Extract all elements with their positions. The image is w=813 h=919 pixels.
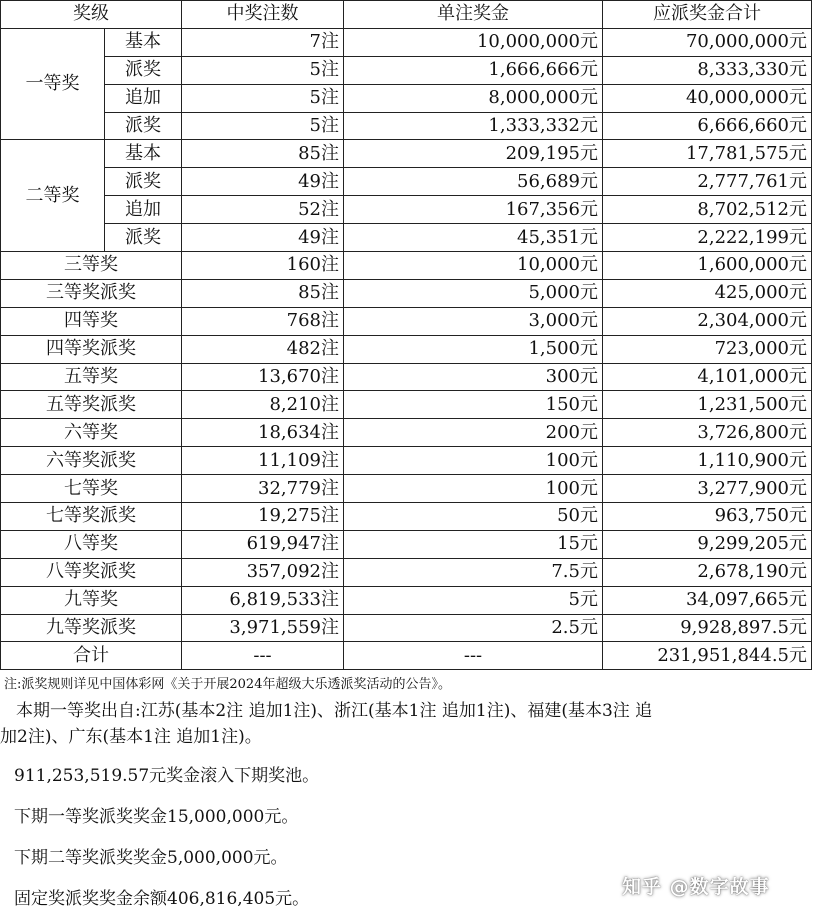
count-cell: 49注 [182, 168, 344, 196]
level-cell: 七等奖 [1, 475, 182, 503]
amount-cell: 5,000元 [344, 279, 603, 307]
table-row [1, 363, 812, 391]
table-row [1, 419, 812, 447]
level-cell: 六等奖派奖 [1, 447, 182, 475]
sub-level: 派奖 [105, 112, 182, 140]
paragraph-line [0, 698, 813, 724]
total-cell: 9,928,897.5元 [603, 614, 812, 642]
count-cell: 5注 [182, 56, 344, 84]
header-level: 奖级 [1, 1, 182, 29]
table-header-row [1, 1, 812, 29]
count-cell: 482注 [182, 335, 344, 363]
total-row [1, 642, 812, 670]
header-amount: 单注奖金 [344, 1, 603, 29]
total-cell: 34,097,665元 [603, 586, 812, 614]
next-first-prize-paragraph: 下期一等奖派奖奖金15,000,000元。 [14, 807, 299, 827]
footnote: 注:派奖规则详见中国体彩网《关于开展2024年超级大乐透派奖活动的公告》。 [4, 677, 451, 692]
count-cell: 5注 [182, 112, 344, 140]
count-cell: 19,275注 [182, 503, 344, 531]
total-cell: 2,678,190元 [603, 558, 812, 586]
total-cell: 3,726,800元 [603, 419, 812, 447]
count-cell: 32,779注 [182, 475, 344, 503]
table-row [1, 168, 812, 196]
total-cell: 1,231,500元 [603, 391, 812, 419]
amount-cell: 2.5元 [344, 614, 603, 642]
fixed-prize-balance-paragraph: 固定奖派奖奖金余额406,816,405元。 [14, 889, 310, 909]
total-cell: 4,101,000元 [603, 363, 812, 391]
amount-cell: 209,195元 [344, 140, 603, 168]
level-cell: 五等奖 [1, 363, 182, 391]
amount-cell: 300元 [344, 363, 603, 391]
amount-cell: 3,000元 [344, 307, 603, 335]
total-cell: 6,666,660元 [603, 112, 812, 140]
total-cell: 8,702,512元 [603, 196, 812, 224]
count-cell: 5注 [182, 84, 344, 112]
count-cell: 13,670注 [182, 363, 344, 391]
header-total: 应派奖金合计 [603, 1, 812, 29]
table-row [1, 196, 812, 224]
table-row [1, 252, 812, 280]
count-cell: 160注 [182, 252, 344, 280]
level-cell: 四等奖派奖 [1, 335, 182, 363]
amount-cell: 45,351元 [344, 224, 603, 252]
count-cell: 6,819,533注 [182, 586, 344, 614]
count-cell: 7注 [182, 28, 344, 56]
amount-cell: 1,333,332元 [344, 112, 603, 140]
table-row [1, 586, 812, 614]
table-row [1, 224, 812, 252]
count-cell: 18,634注 [182, 419, 344, 447]
table-row [1, 447, 812, 475]
total-cell: 1,600,000元 [603, 252, 812, 280]
table-row [1, 28, 812, 56]
table-row [1, 140, 812, 168]
rollover-paragraph: 911,253,519.57元奖金滚入下期奖池。 [14, 766, 320, 786]
paragraph-line [0, 724, 813, 750]
total-cell: 3,277,900元 [603, 475, 812, 503]
level-cell: 三等奖派奖 [1, 279, 182, 307]
amount-cell: 10,000,000元 [344, 28, 603, 56]
amount-cell: 100元 [344, 447, 603, 475]
table-row [1, 503, 812, 531]
total-cell: 40,000,000元 [603, 84, 812, 112]
count-cell: 8,210注 [182, 391, 344, 419]
total-cell: 17,781,575元 [603, 140, 812, 168]
amount-cell: 5元 [344, 586, 603, 614]
count-cell: --- [182, 642, 344, 670]
level-cell: 八等奖 [1, 530, 182, 558]
table-row [1, 56, 812, 84]
total-label: 合计 [1, 642, 182, 670]
sub-level: 派奖 [105, 56, 182, 84]
amount-cell: 7.5元 [344, 558, 603, 586]
table-row [1, 112, 812, 140]
amount-cell: --- [344, 642, 603, 670]
amount-cell: 1,500元 [344, 335, 603, 363]
level-cell: 八等奖派奖 [1, 558, 182, 586]
count-cell: 52注 [182, 196, 344, 224]
sub-level: 派奖 [105, 168, 182, 196]
header-count: 中奖注数 [182, 1, 344, 29]
count-cell: 768注 [182, 307, 344, 335]
sub-level: 基本 [105, 140, 182, 168]
amount-cell: 56,689元 [344, 168, 603, 196]
amount-cell: 1,666,666元 [344, 56, 603, 84]
table-row [1, 614, 812, 642]
amount-cell: 15元 [344, 530, 603, 558]
table-row [1, 475, 812, 503]
table-row [1, 84, 812, 112]
total-cell: 425,000元 [603, 279, 812, 307]
total-cell: 70,000,000元 [603, 28, 812, 56]
level-cell: 三等奖 [1, 252, 182, 280]
count-cell: 85注 [182, 279, 344, 307]
table-row [1, 558, 812, 586]
total-cell: 963,750元 [603, 503, 812, 531]
first-prize-origin-paragraph [0, 698, 813, 750]
amount-cell: 200元 [344, 419, 603, 447]
zhihu-watermark: 知乎 @数字故事 [622, 876, 770, 898]
level-cell: 六等奖 [1, 419, 182, 447]
table-row [1, 307, 812, 335]
first-prize-label: 一等奖 [1, 28, 105, 140]
table-row [1, 530, 812, 558]
sub-level: 追加 [105, 196, 182, 224]
sub-level: 追加 [105, 84, 182, 112]
next-second-prize-paragraph: 下期二等奖派奖奖金5,000,000元。 [14, 848, 288, 868]
total-cell: 1,110,900元 [603, 447, 812, 475]
count-cell: 619,947注 [182, 530, 344, 558]
amount-cell: 50元 [344, 503, 603, 531]
grand-total-cell: 231,951,844.5元 [603, 642, 812, 670]
sub-level: 派奖 [105, 224, 182, 252]
second-prize-label: 二等奖 [1, 140, 105, 252]
level-cell: 九等奖 [1, 586, 182, 614]
table-row [1, 335, 812, 363]
amount-cell: 167,356元 [344, 196, 603, 224]
count-cell: 85注 [182, 140, 344, 168]
table-row [1, 391, 812, 419]
sub-level: 基本 [105, 28, 182, 56]
total-cell: 723,000元 [603, 335, 812, 363]
count-cell: 3,971,559注 [182, 614, 344, 642]
amount-cell: 8,000,000元 [344, 84, 603, 112]
total-cell: 9,299,205元 [603, 530, 812, 558]
amount-cell: 150元 [344, 391, 603, 419]
table-row [1, 279, 812, 307]
amount-cell: 100元 [344, 475, 603, 503]
amount-cell: 10,000元 [344, 252, 603, 280]
total-cell: 2,304,000元 [603, 307, 812, 335]
level-cell: 九等奖派奖 [1, 614, 182, 642]
paragraph-text: 本期一等奖出自:江苏(基本2注 追加1注)、浙江(基本1注 追加1注)、福建(基本3注 追 [16, 701, 653, 721]
total-cell: 2,777,761元 [603, 168, 812, 196]
total-cell: 2,222,199元 [603, 224, 812, 252]
count-cell: 11,109注 [182, 447, 344, 475]
level-cell: 四等奖 [1, 307, 182, 335]
count-cell: 49注 [182, 224, 344, 252]
level-cell: 七等奖派奖 [1, 503, 182, 531]
paragraph-text: 加2注)、广东(基本1注 追加1注)。 [0, 727, 262, 747]
count-cell: 357,092注 [182, 558, 344, 586]
total-cell: 8,333,330元 [603, 56, 812, 84]
level-cell: 五等奖派奖 [1, 391, 182, 419]
